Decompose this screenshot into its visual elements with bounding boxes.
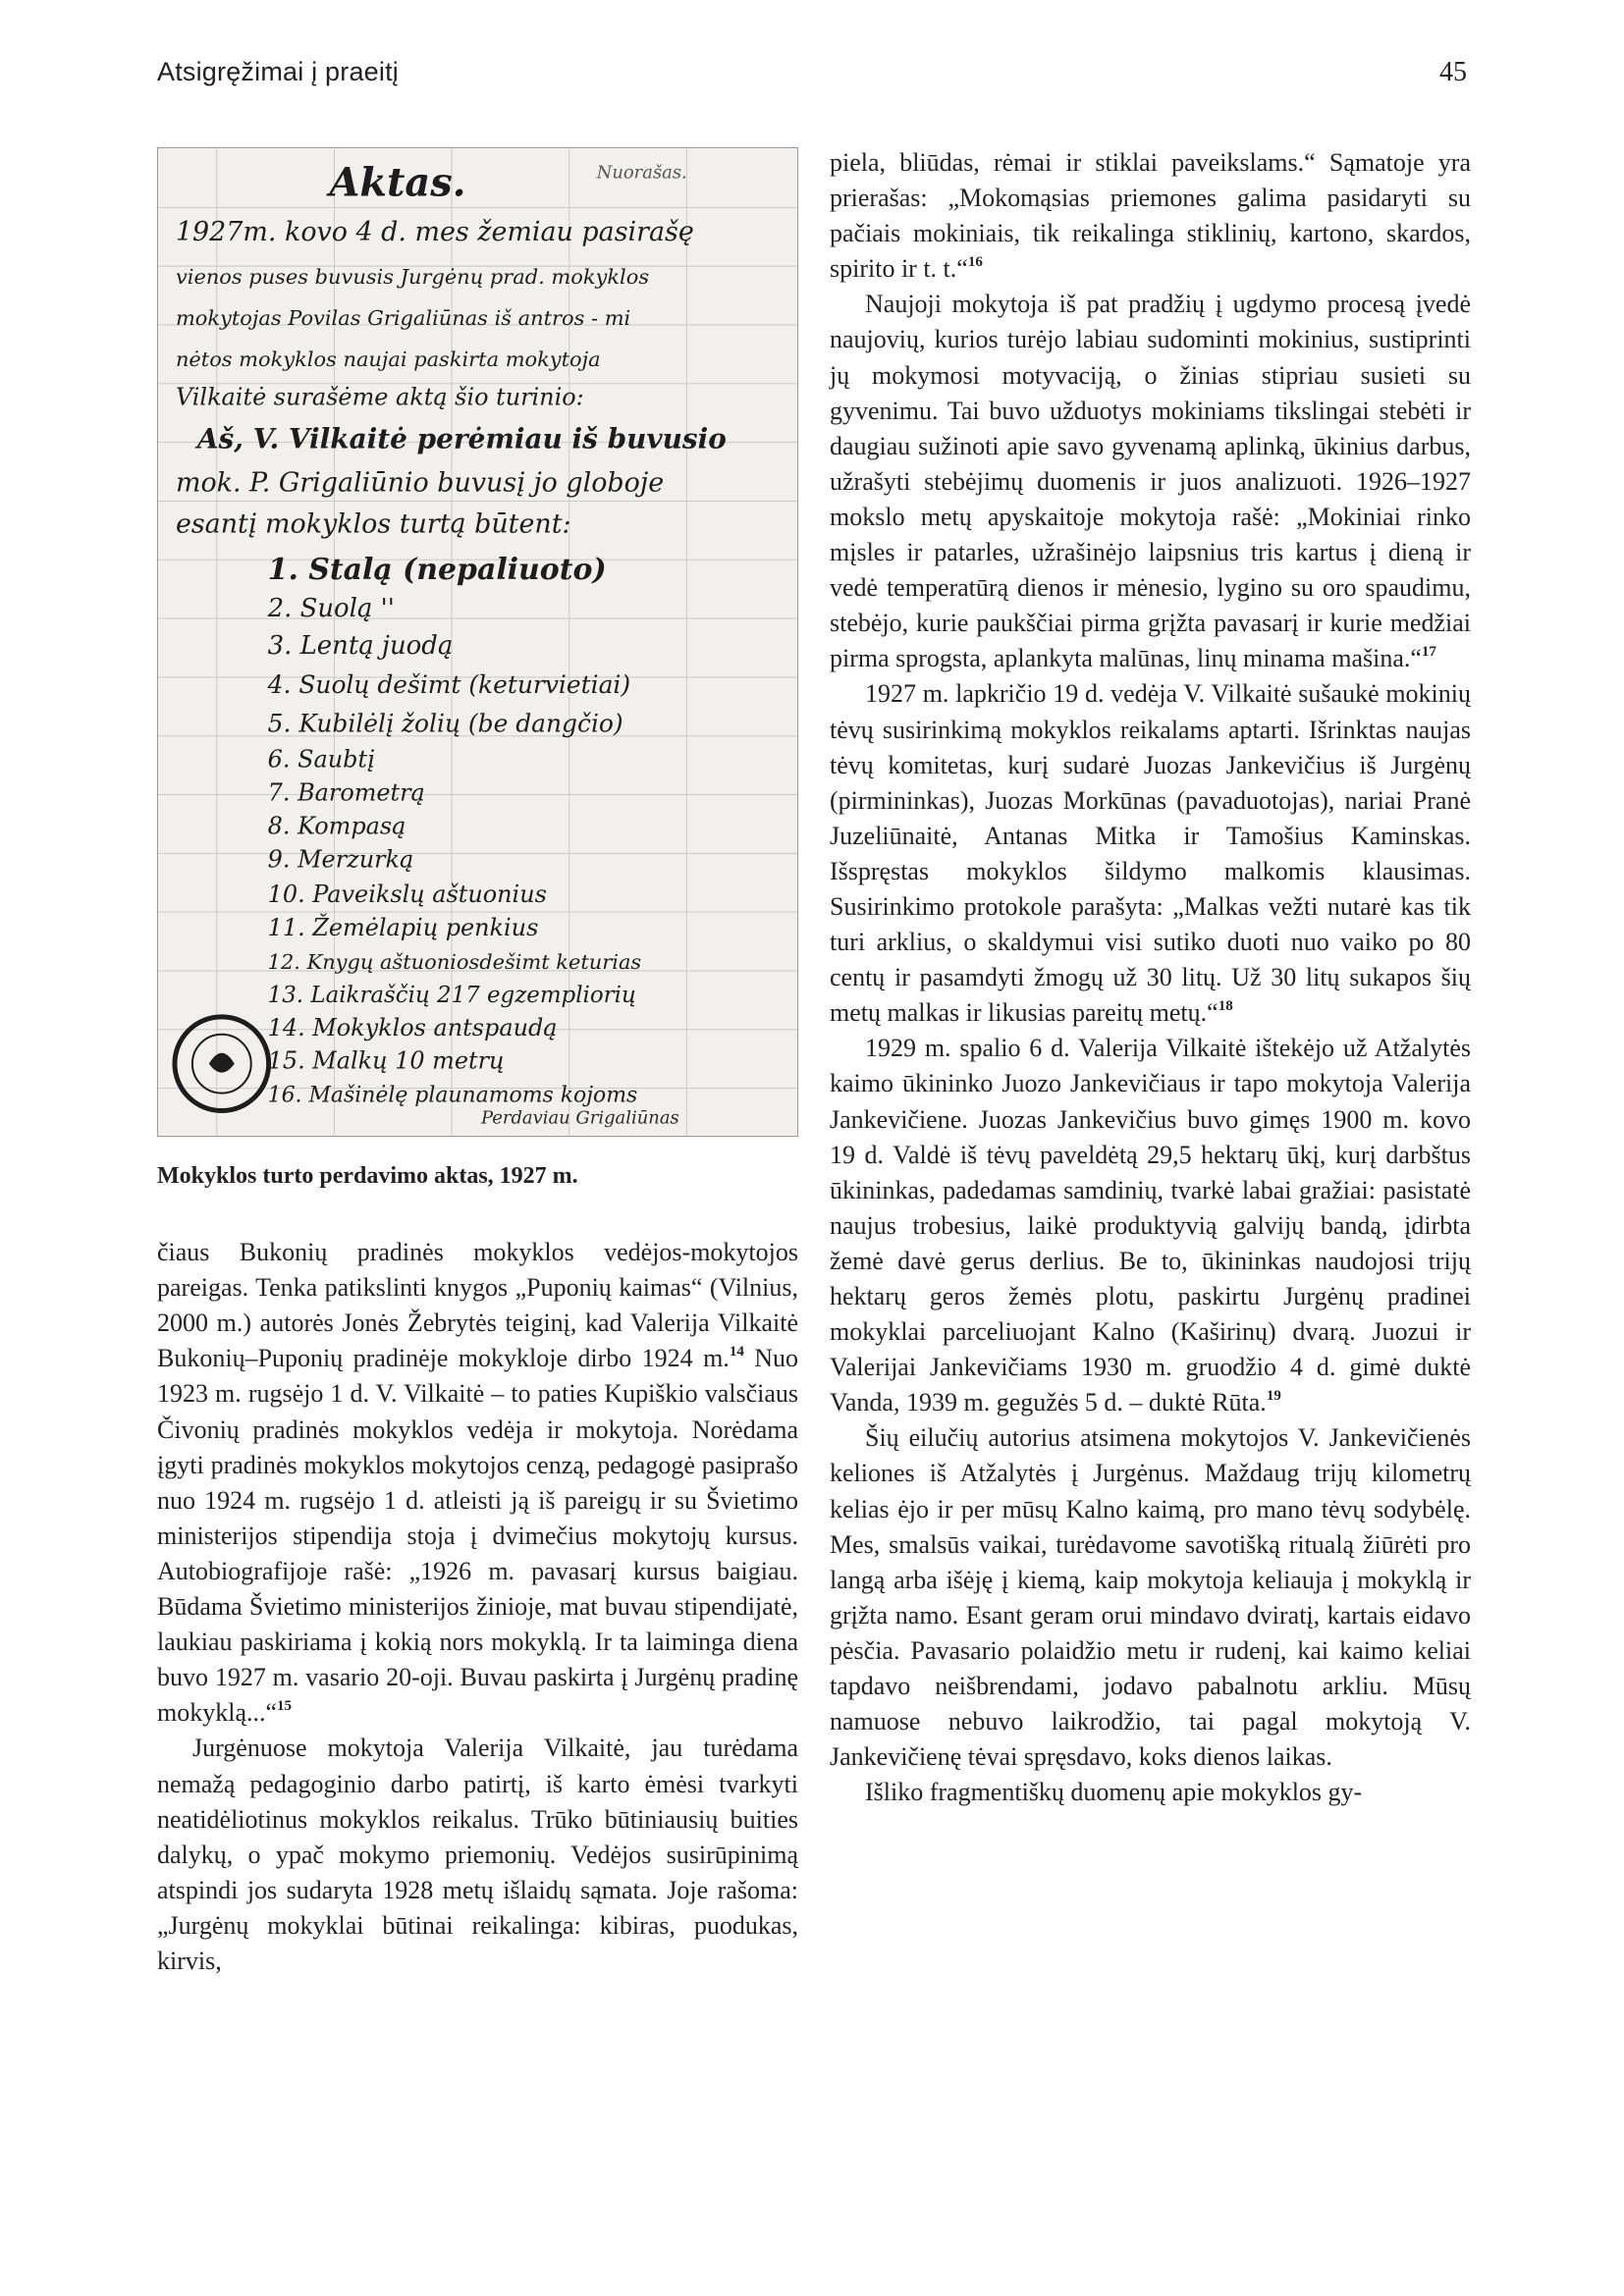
inventory-item: 12. Knygų aštuoniosdešimt keturias (267, 949, 642, 974)
left-column (157, 145, 798, 1979)
figure-caption: Mokyklos turto perdavimo aktas, 1927 m. (157, 1163, 578, 1189)
running-title: Atsigręžimai į praeitį (157, 57, 399, 86)
footnote-ref: 18 (1218, 998, 1233, 1015)
footnote-ref: 14 (729, 1344, 744, 1361)
document-line: vienos puses buvusis Jurgėnų prad. mokyklos (175, 265, 650, 290)
signature-line: Perdaviau Grigaliūnas (480, 1107, 679, 1129)
inventory-item: 5. Kubilėlį žolių (be dangčio) (267, 709, 623, 738)
document-line: nėtos mokyklos naujai paskirta mokytoja (175, 347, 601, 371)
inventory-item: 9. Merzurką (267, 845, 414, 874)
body-paragraph: Išliko fragmentiškų duomenų apie mokyklos gy- (865, 1778, 1363, 1807)
page-number: 45 (1439, 57, 1467, 87)
body-paragraph: Naujoji mokytoja iš pat pradžių į ugdymo procesą įvedė naujovių, kurios turėjo labiau sudominti mokinius, sustiprinti jų mokymosi motyvaciją, o žinias stipriau susieti su gyvenimu. Tai buvo užduotys mokiniams tikslingai stebėti ir daugiau sužinoti apie savo gyvenamą aplinką, ūkinius darbus, užrašyti stebėjimų duomenis ir juos analizuoti. 1926–1927 mokslo metų apyskaitoje mokytoja rašė: „Mokiniai rinko mįsles ir patarles, užrašinėjo laipsnius tris kartus į dieną ir vedė temperatūrą dienos ir mėnesio, lygino su oro spaudimu, stebėjo, kurie paukščiai pirma grįžta pavasarį ir kurie medžiai pirma sprogsta, aplankyta malūnas, linų minama mašina.“$^{17}$ (830, 290, 1471, 673)
body-paragraph: 1927 m. lapkričio 19 d. vedėja V. Vilkaitė sušaukė mokinių tėvų susirinkimą mokyklos reikalams aptarti. Išrinktas naujas tėvų komitetas, kurį sudarė Juozas Jankevičius iš Jurgėnų (pirmininkas), Juozas Morkūnas (pavaduotojas), nariai Pranė Juzeliūnaitė, Antanas Mitka ir Tamošius Kaminskas. Išspręstas mokyklos šildymo malkomis klausimas. Susirinkimo protokole parašyta: „Malkas vežti nutarė kas tik turi arklius, o skaldymui visi sutiko duoti nuo vaiko po 80 centų ir pasamdyti žmogų už 30 litų. Už 30 litų sukapos šių metų malkas ir likusias pareitų metų.“$^{18}$ (830, 679, 1471, 1028)
inventory-item: 6. Saubtį (267, 745, 375, 774)
inventory-item: 8. Kompasą (267, 812, 406, 840)
inventory-item: 11. Žemėlapių penkius (267, 914, 539, 942)
body-paragraph: čiaus Bukonių pradinės mokyklos vedėjos-mokytojos pareigas. Tenka patikslinti knygos „Puponių kaimas“ (Vilnius, 2000 m.) autorės Jonės Žebrytės teiginį, kad Valerija Vilkaitė Bukonių–Puponių pradinėje mokykloje dirbo 1924 m.$^{14}$ Nuo 1923 m. rugsėjo 1 d. V. Vilkaitė – to paties Kupiškio valsčiaus Čivonių pradinės mokyklos vedėja ir mokytoja. Norėdama įgyti pradinės mokyklos mokytojos cenzą, pedagogė pasiprašo nuo 1924 m. rugsėjo 1 d. atleisti ją iš pareigų ir su Švietimo ministerijos stipendija stoja į dvimečius mokytojų kursus. Autobiografijoje rašė: „1926 m. pavasarį kursus baigiau. Būdama Švietimo ministerijos žinioje, mat buvau stipendijatė, laukiau paskiriama į kokią nors mokyklą. Ir ta laiminga diena buvo 1927 m. vasario 20-oji. Buvau paskirta į Jurgėnų pradinę mokyklą...“$^{15}$ (157, 1238, 798, 1728)
right-column (830, 145, 1471, 1810)
body-paragraph: Šių eilučių autorius atsimena mokytojos V. Jankevičienės keliones iš Atžalytės į Jurgėnus. Maždaug trijų kilometrų kelias ėjo ir per mūsų Kalno kaimą, pro mano tėvų sodybėlę. Mes, smalsūs vaikai, turėdavome savotišką ritualą žiūrėti pro langą arba išėję į kiemą, kaip mokytoja keliauja į mokyklą ir grįžta namo. Esant geram orui mindavo dviratį, kartais eidavo pėsčia. Pavasario polaidžio metu ir rudenį, kai kaimo keliai tapdavo neišbrendami, jodavo pabalnotu arkliu. Mūsų namuose nebuvo laikrodžio, tai pagal mokytoją V. Jankevičienę tėvai spręsdavo, koks dienos laikas. (830, 1423, 1471, 1772)
inventory-item: 2. Suolą '' (267, 594, 395, 624)
footnote-ref: 15 (277, 1698, 293, 1715)
footnote-ref: 16 (967, 254, 983, 271)
body-paragraph: piela, bliūdas, rėmai ir stiklai paveikslams.“ Sąmatoje yra prierašas: „Mokomąsias priemones galima pasidaryti su pačiais mokiniais, tik reikalinga stiklinių, kartono, skardos, spirito ir t. t.“$^{16}$ (830, 148, 1471, 284)
inventory-item: 4. Suolų dešimt (keturvietiai) (267, 669, 631, 699)
inventory-item: 13. Laikraščių 217 egzempliorių (267, 982, 636, 1008)
inventory-item: 10. Paveikslų aštuonius (267, 881, 547, 909)
school-stamp-icon (175, 1017, 269, 1111)
inventory-item: 16. Mašinėlę plaunamoms kojoms (267, 1083, 638, 1108)
footnote-ref: 17 (1421, 644, 1436, 661)
inventory-item: 7. Barometrą (267, 778, 425, 807)
body-paragraph: Jurgėnuose mokytoja Valerija Vilkaitė, jau turėdama nemažą pedagoginio darbo patirtį, iš karto ėmėsi tvarkyti neatidėliotinus mokyklos reikalus. Trūko būtiniausių buities dalykų, o ypač mokymo priemonių. Vedėjos susirūpinimą atspindi jos sudaryta 1928 metų išlaidų sąmata. Joje rašoma: „Jurgėnų mokyklai būtinai reikalinga: kibiras, puodukas, kirvis, (157, 1734, 798, 1975)
inventory-item: 15. Malkų 10 metrų (267, 1046, 505, 1075)
footnote-ref: 19 (1266, 1388, 1281, 1405)
document-title: Aktas. (329, 160, 466, 206)
inventory-item: 1. Stalą (nepaliuoto) (267, 553, 607, 588)
handwritten-document-image (157, 147, 798, 1137)
document-line: mokytojas Povilas Grigaliūnas iš antros - mi (175, 305, 631, 330)
document-line: mok. P. Grigaliūnio buvusį jo globoje (175, 467, 665, 499)
page-header (157, 57, 1467, 96)
document-line: Vilkaitė surašėme aktą šio turinio: (175, 383, 584, 411)
body-paragraph: 1929 m. spalio 6 d. Valerija Vilkaitė ištekėjo už Atžalytės kaimo ūkininko Juozo Jankevičiaus ir tapo mokytoja Valerija Jankevičiene. Juozas Jankevičius buvo gimęs 1900 m. kovo 19 d. Valdė iš tėvų paveldėtą 29,5 hektarų ūkį, kurį darbštus ūkininkas, padedamas samdinių, tvarkė labai gražiai: pasistatė naujus trobesius, laikė produktyvią galvijų bandą, įdirbta žemė davė gerus derlius. Be to, ūkininkas naudojosi trijų hektarų geros žemės plotu, paskirtu Jurgėnų pradinei mokyklai parceliuojant Kalno (Kaširinų) dvarą. Juozui ir Valerijai Jankevičiams 1930 m. gruodžio 4 d. gimė duktė Vanda, 1939 m. gegužės 5 d. – duktė Rūta.$^{19}$ (830, 1034, 1471, 1417)
inventory-item: 3. Lentą juodą (267, 630, 454, 661)
document-line: 1927m. kovo 4 d. mes žemiau pasirašę (175, 217, 694, 248)
document-note: Nuorašas. (596, 162, 687, 184)
document-line: Aš, V. Vilkaitė perėmiau iš buvusio (196, 422, 727, 455)
document-line: esantį mokyklos turtą būtent: (175, 508, 571, 540)
inventory-item: 14. Mokyklos antspaudą (267, 1013, 558, 1041)
